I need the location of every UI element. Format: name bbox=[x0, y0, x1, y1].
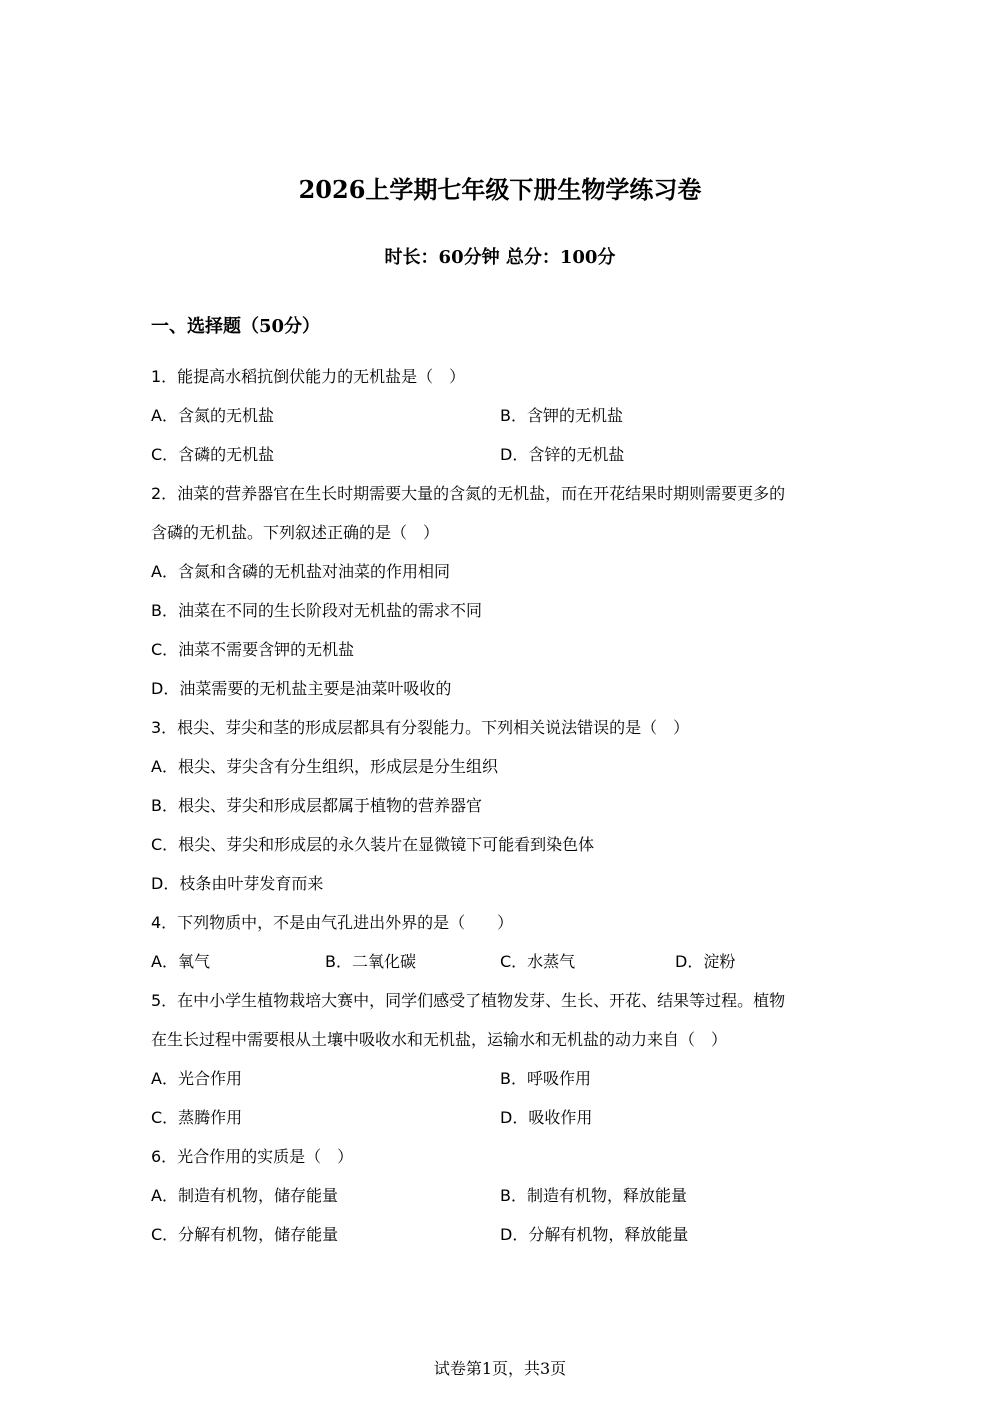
exam-duration-score: 时长：60分钟 总分：100分 bbox=[384, 247, 616, 268]
question-4-stem: 4．下列物质中，不是由气孔进出外界的是（ ） bbox=[151, 913, 514, 932]
question-4-option-b: B．二氧化碳 bbox=[325, 952, 416, 971]
question-5-option-a: A．光合作用 bbox=[151, 1069, 242, 1088]
question-6-option-d: D．分解有机物，释放能量 bbox=[500, 1225, 689, 1244]
question-3-option-b: B．根尖、芽尖和形成层都属于植物的营养器官 bbox=[151, 796, 482, 815]
question-3-option-c: C．根尖、芽尖和形成层的永久装片在显微镜下可能看到染色体 bbox=[151, 835, 595, 854]
question-4-option-a: A．氧气 bbox=[151, 952, 210, 971]
question-2-option-a: A．含氮和含磷的无机盐对油菜的作用相同 bbox=[151, 562, 450, 581]
question-5-option-b: B．呼吸作用 bbox=[500, 1069, 591, 1088]
question-5-stem-line-2: 在生长过程中需要根从土壤中吸收水和无机盐，运输水和无机盐的动力来自（ ） bbox=[151, 1030, 728, 1049]
question-2-option-c: C．油菜不需要含钾的无机盐 bbox=[151, 640, 355, 659]
question-6-stem: 6．光合作用的实质是（ ） bbox=[151, 1147, 354, 1166]
question-1-stem: 1．能提高水稻抗倒伏能力的无机盐是（ ） bbox=[151, 367, 466, 386]
question-1-option-b: B．含钾的无机盐 bbox=[500, 406, 623, 425]
question-6-option-a: A．制造有机物，储存能量 bbox=[151, 1186, 338, 1205]
question-5-stem-line-1: 5．在中小学生植物栽培大赛中，同学们感受了植物发芽、生长、开花、结果等过程。植物 bbox=[151, 991, 786, 1010]
question-2-stem-line-2: 含磷的无机盐。下列叙述正确的是（ ） bbox=[151, 523, 440, 542]
question-1-option-c: C．含磷的无机盐 bbox=[151, 445, 275, 464]
question-3-stem: 3．根尖、芽尖和茎的形成层都具有分裂能力。下列相关说法错误的是（ ） bbox=[151, 718, 690, 737]
question-2-option-d: D．油菜需要的无机盐主要是油菜叶吸收的 bbox=[151, 679, 452, 698]
question-6-option-b: B．制造有机物，释放能量 bbox=[500, 1186, 687, 1205]
question-5-option-c: C．蒸腾作用 bbox=[151, 1108, 243, 1127]
page-title: 2026上学期七年级下册生物学练习卷 bbox=[298, 175, 702, 204]
section-heading-choice: 一、选择题（50分） bbox=[151, 316, 321, 337]
question-1-option-d: D．含锌的无机盐 bbox=[500, 445, 625, 464]
question-6-option-c: C．分解有机物，储存能量 bbox=[151, 1225, 339, 1244]
question-2-option-b: B．油菜在不同的生长阶段对无机盐的需求不同 bbox=[151, 601, 482, 620]
page-footer: 试卷第1页，共3页 bbox=[433, 1359, 567, 1378]
question-3-option-a: A．根尖、芽尖含有分生组织，形成层是分生组织 bbox=[151, 757, 498, 776]
question-2-stem-line-1: 2．油菜的营养器官在生长时期需要大量的含氮的无机盐，而在开花结果时期则需要更多的 bbox=[151, 484, 786, 503]
question-1-option-a: A．含氮的无机盐 bbox=[151, 406, 274, 425]
question-5-option-d: D．吸收作用 bbox=[500, 1108, 593, 1127]
question-3-option-d: D．枝条由叶芽发育而来 bbox=[151, 874, 324, 893]
question-4-option-d: D．淀粉 bbox=[675, 952, 736, 971]
question-4-option-c: C．水蒸气 bbox=[500, 952, 576, 971]
